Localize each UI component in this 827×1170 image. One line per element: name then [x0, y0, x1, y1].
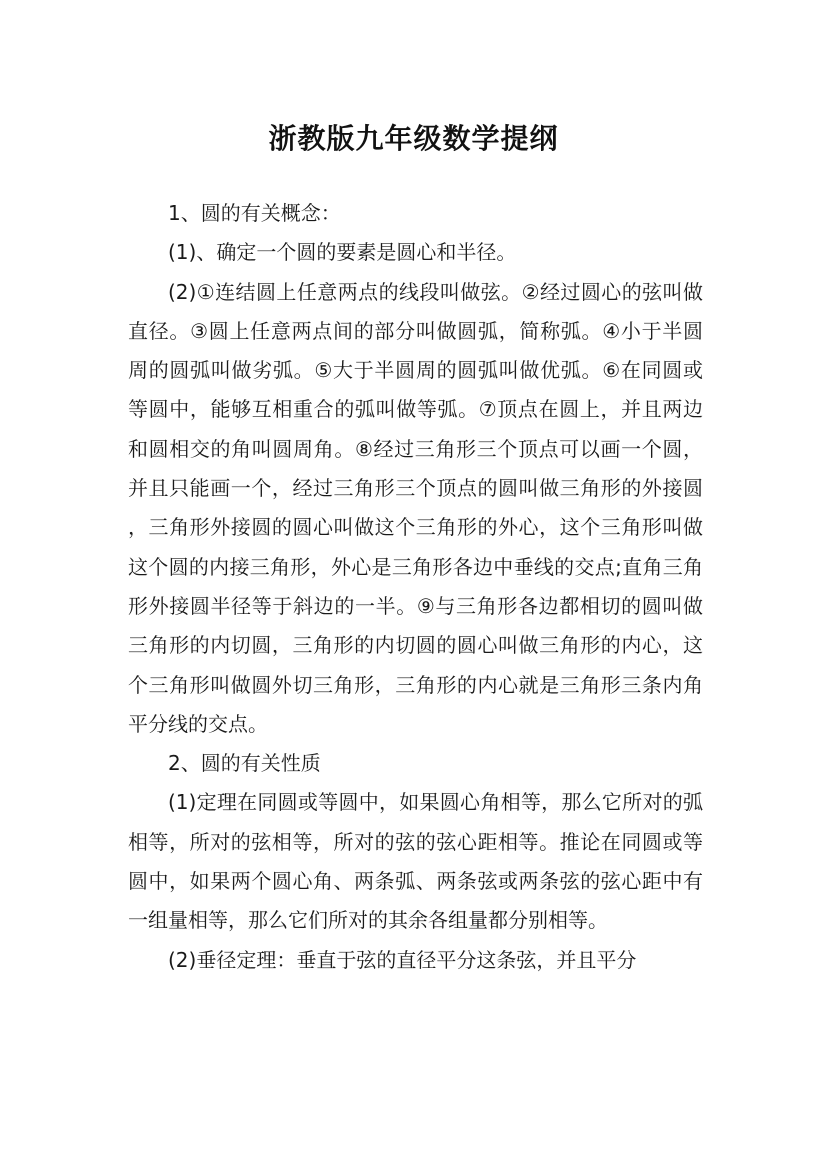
- paragraph-central-angle-theorem: (1)定理在同圆或等圆中，如果圆心角相等，那么它所对的弧相等，所对的弦相等，所对的弦的弦心距相等。推论在同圆或等圆中，如果两个圆心角、两条弧、两条弦或两条弦的弦心距中有一组量相等，那么它们所对的其余各组量都分别相等。: [128, 790, 703, 933]
- paragraph-circle-elements: (1)、确定一个圆的要素是圆心和半径。: [168, 240, 517, 265]
- document-body: [128, 194, 703, 980]
- paragraph-section-2-heading: 2、圆的有关性质: [168, 751, 321, 776]
- document-title: 浙教版九年级数学提纲: [268, 121, 559, 155]
- paragraph-circle-definitions: (2)①连结圆上任意两点的线段叫做弦。②经过圆心的弦叫做直径。③圆上任意两点间的部分叫做圆弧，简称弧。④小于半圆周的圆弧叫做劣弧。⑤大于半圆周的圆弧叫做优弧。⑥在同圆或等圆中，能够互相重合的弧叫做等弧。⑦顶点在圆上，并且两边和圆相交的角叫圆周角。⑧经过三角形三个顶点可以画一个圆，并且只能画一个，经过三角形三个顶点的圆叫做三角形的外接圆，三角形外接圆的圆心叫做这个三角形的外心，这个三角形叫做这个圆的内接三角形，外心是三角形各边中垂线的交点;直角三角形外接圆半径等于斜边的一半。⑨与三角形各边都相切的圆叫做三角形的内切圆，三角形的内切圆的圆心叫做三角形的内心，这个三角形叫做圆外切三角形，三角形的内心就是三角形三条内角平分线的交点。: [128, 279, 703, 736]
- paragraph-section-1-heading: 1、圆的有关概念：: [168, 201, 341, 225]
- paragraph-perpendicular-diameter-theorem: (2)垂径定理：垂直于弦的直径平分这条弦，并且平分: [168, 947, 637, 972]
